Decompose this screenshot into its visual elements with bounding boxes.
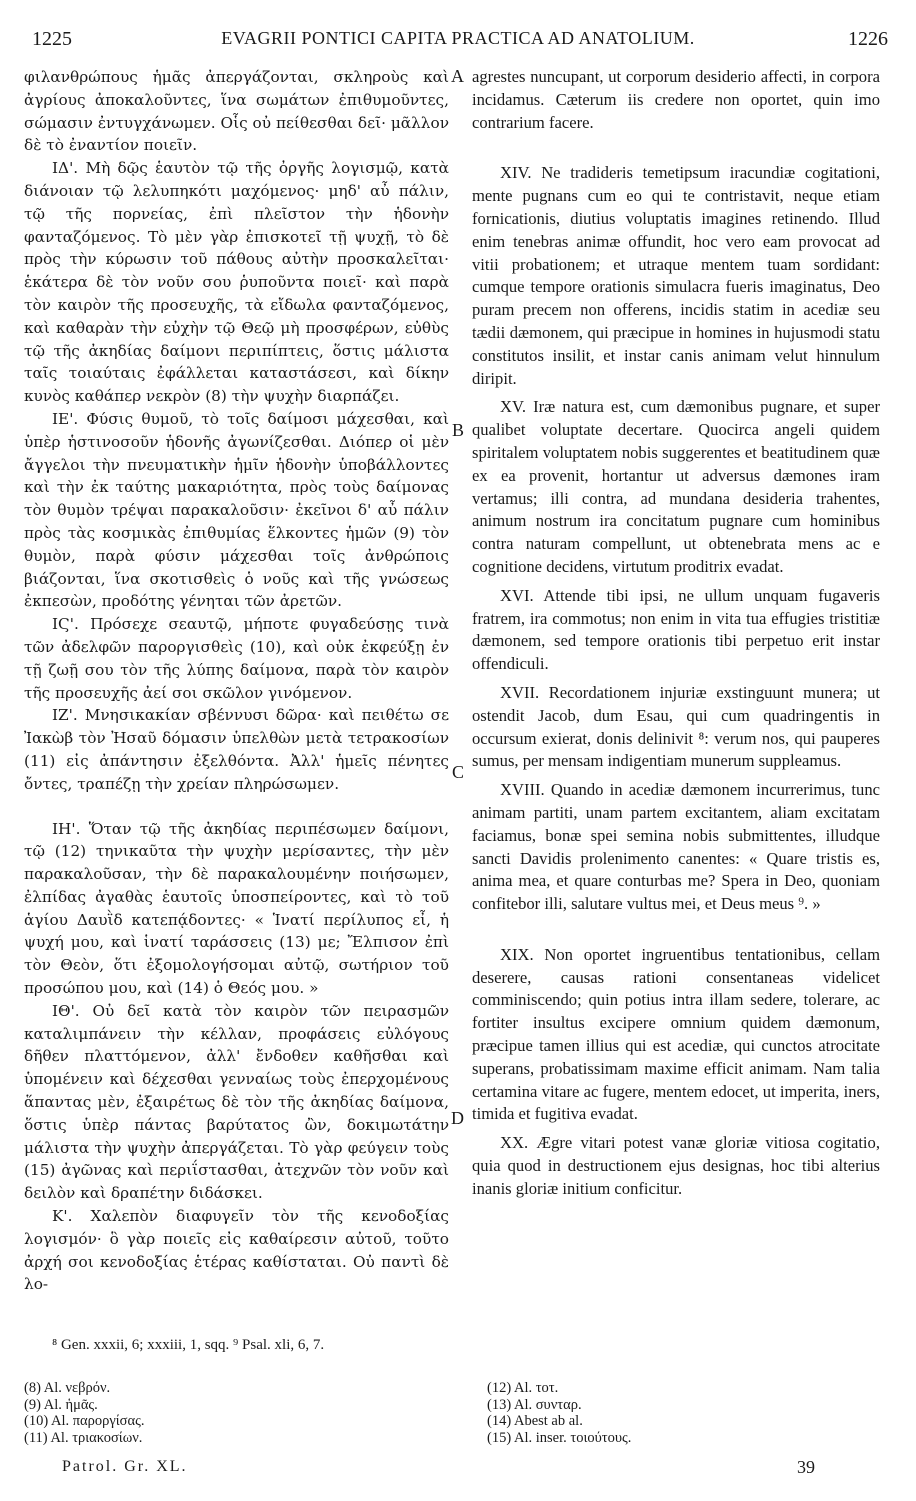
latin-chapter-16: XVI. Attende tibi ipsi, ne ullum unquam fugaveris fratrem, ira commotus; non enim in vita tua effugies tristitiæ dæmonem, sed tempore orationis tibi perpetuo erit instar offendiculi. bbox=[472, 585, 880, 674]
margin-letter-b: B bbox=[452, 420, 465, 440]
note: (13) Al. συνταρ. bbox=[487, 1396, 582, 1413]
latin-chapter-19: XIX. Non oportet ingruentibus tentationibus, cellam deserere, causas rationi consentaneas videlicet comminiscendo; quin potius intra illam sedere, tolerare, ac fortiter insultus excipere omnium quidem dæmonum, præcipue tamen illius qui est acediæ, qui cunctos atrocitate superans, probatissimam maxime efficit animam. Nam talia certamina vitare ac fugere, mentem edocet, ut imperita, iners, timida et fugitiva evadat. bbox=[472, 944, 880, 1124]
note: (14) Abest ab al. bbox=[487, 1413, 583, 1429]
margin-letter-d: D bbox=[451, 1108, 464, 1128]
greek-chapter-15: ΙΕ'. Φύσις θυμοῦ, τὸ τοῖς δαίμοσι μάχεσθαι, καὶ ὑπὲρ ἡστινοσοῦν ἡδονῆς ἀγωνίζεσθαι. Διόπερ οἱ μὲν ἄγγελοι τὴν πνευματικὴν ἡμῖν ἡδονὴν ὑποβάλλοντες καὶ τὴν ἐκ ταύτης μακαριότητα, πρὸς τοὺς δαίμονας τὸν θυμὸν τρέψαι παρακαλοῦσιν· ἐκεῖνοι δ' αὖ πάλιν πρὸς τὰς κοσμικὰς ἐπιθυμίας ἕλκοντες ἡμῶν (9) τὸν θυμὸν, παρὰ φύσιν μάχεσθαι τοῖς ἀνθρώποις βιάζονται, ἵνα σκοτισθεὶς ὁ νοῦς καὶ τῆς γνώσεως ἐκπεσὼν, προδότης γένηται τῶν ἀρετῶν. bbox=[24, 409, 449, 611]
scripture-references: ⁸ Gen. xxxii, 6; xxxiii, 1, sqq. ⁹ Psal. xli, 6, 7. bbox=[52, 1337, 325, 1353]
greek-chapter-14: ΙΔ'. Μὴ δῷς ἑαυτὸν τῷ τῆς ὀργῆς λογισμῷ, κατὰ διάνοιαν τῷ λελυπηκότι μαχόμενος· μηδ' αὖ πάλιν, τῷ τῆς πορνείας, ἐπὶ πλεῖστον τὴν ἡδονὴν φανταζόμενος. Τὸ μὲν γὰρ ἐπισκοτεῖ τῇ ψυχῇ, τὸ δὲ πρὸς τὴν κύρωσιν τοῦ πάθους αὐτὴν προσκαλεῖται· ἑκάτερα δὲ τὸν νοῦν σου ῥυποῦντα ποιεῖ· καὶ παρὰ τὸν καιρὸν τῆς προσευχῆς, τὰ εἴδωλα φανταζόμενος, καὶ καθαρὰν τὴν εὐχὴν τῷ Θεῷ μὴ προσφέρων, εὐθὺς τῷ τῆς ἀκηδίας δαίμονι περιπίπτεις, ὅστις μάλιστα ταῖς τοιαύταις ἐφάλλεται καταστάσεσι, καὶ δίκην κυνὸς καθάπερ νεκρὸν (8) τὴν ψυχὴν διαρπάζει. bbox=[24, 159, 449, 406]
greek-column bbox=[24, 66, 449, 1296]
note: (15) Al. inser. τοιούτους. bbox=[487, 1429, 632, 1446]
running-title: EVAGRII PONTICI CAPITA PRACTICA AD ANATOLIUM. bbox=[221, 28, 695, 48]
note: (11) Al. τριακοσίων. bbox=[24, 1429, 143, 1446]
latin-chapter-14: XIV. Ne tradideris temetipsum iracundiæ cogitationi, mente pugnans cum eo qui te contristavit, neque etiam fornicationis, diutius voluptatis imagines retinendo. Illud enim tenebras animæ offundit, hoc vero eam provocat ad vitii probationem; et utraque mentem tuam sordidant: cumque tempore orationis simulacra fueris imaginatus, Deo puram precem non offerens, incidis statim in acediæ seu tædii dæmonem, qui præcipue in homines in hujusmodi statu constitutos insilit, et instar canis animam velut hinnulum diripit. bbox=[472, 163, 880, 388]
running-header bbox=[18, 28, 898, 54]
greek-chapter-18: ΙΗ'. Ὅταν τῷ τῆς ἀκηδίας περιπέσωμεν δαίμονι, τῷ (12) τηνικαῦτα τὴν ψυχὴν μερίσαντες, τὴν μὲν παρακαλοῦσαν, τὴν δὲ παρακαλουμένην ποιήσωμεν, ἐλπίδας ἀγαθὰς ἑαυτοῖς ὑποσπείροντες, καὶ τὸ τοῦ ἁγίου Δαυῒδ κατεπᾴδοντες· « Ἱνατί περίλυπος εἶ, ἡ ψυχή μου, καὶ ἱνατί ταράσσεις (13) με; Ἔλπισον ἐπὶ τὸν Θεὸν, ὅτι ἐξομολογήσομαι αὐτῷ, σωτήριον τοῦ προσώπου μου, καὶ (14) ὁ Θεός μου. » bbox=[24, 819, 449, 998]
greek-chapter-17: ΙΖ'. Μνησικακίαν σβέννυσι δῶρα· καὶ πειθέτω σε Ἰακὼβ τὸν Ἠσαῦ δόμασιν ὑπελθὼν μετὰ τετρακοσίων (11) εἰς ἀπάντησιν ἐξελθόντα. Ἀλλ' ἡμεῖς πένητες ὄντες, τραπέζῃ τὴν χρείαν πληρώσωμεν. bbox=[24, 706, 449, 793]
greek-chapter-20: Κ'. Χαλεπὸν διαφυγεῖν τὸν τῆς κενοδοξίας λογισμόν· ὃ γὰρ ποιεῖς εἰς καθαίρεσιν αὐτοῦ, τοῦτο ἀρχή σοι κενοδοξίας ἑτέρας καθίσταται. Οὐ παντὶ δὲ λο- bbox=[24, 1207, 449, 1294]
left-page-number: 1225 bbox=[32, 28, 72, 50]
latin-chapter-17: XVII. Recordationem injuriæ exstinguunt munera; ut ostendit Jacob, dum Esau, qui cum quadringentis in occursum exierat, donis delinivit ⁸: verum nos, qui pauperes sumus, per mensam indigentiam munerum suppleamus. bbox=[472, 682, 880, 771]
margin-letter-c: C bbox=[452, 762, 465, 782]
variant-notes-left bbox=[24, 1380, 144, 1446]
greek-chapter-16: ΙϚ'. Πρόσεχε σεαυτῷ, μήποτε φυγαδεύσῃς τινὰ τῶν ἀδελφῶν παροργισθεὶς (10), καὶ οὐκ ἐκφεύξῃ ἐν τῇ ζωῇ σου τὸν τῆς λύπης δαίμονα, παρὰ τὸν καιρὸν τῆς προσευχῆς ἀεί σοι σκῶλον γινόμενον. bbox=[24, 615, 449, 702]
margin-letter-a: A bbox=[451, 66, 464, 86]
series-signature: Patrol. Gr. XL. bbox=[62, 1458, 188, 1475]
right-page-number: 1226 bbox=[848, 28, 888, 50]
latin-paragraph-continued: agrestes nuncupant, ut corporum desiderio affecti, in corpora incidamus. Cæterum iis credere non oportet, quin imo contrarium facere. bbox=[472, 67, 880, 132]
variant-notes-right bbox=[487, 1380, 631, 1446]
gathering-signature: 39 bbox=[797, 1457, 815, 1477]
greek-chapter-19: ΙΘ'. Οὐ δεῖ κατὰ τὸν καιρὸν τῶν πειρασμῶν καταλιμπάνειν τὴν κέλλαν, προφάσεις εὐλόγους δῆθεν πλαττόμενον, ἀλλ' ἔνδοθεν καθῆσθαι καὶ ὑπομένειν καὶ δέχεσθαι γενναίως τοὺς ἐπερχομένους ἅπαντας μὲν, ἐξαιρέτως δὲ τὸν τῆς ἀκηδίας δαίμονα, ὅστις ὑπὲρ πάντας βαρύτατος ὢν, δοκιμωτάτην μάλιστα τὴν ψυχὴν ἀπεργάζεται. Τὸ γὰρ φεύγειν τοὺς (15) ἀγῶνας καὶ περιΐστασθαι, ἀτεχνῶν τὸν νοῦν καὶ δειλὸν καὶ δραπέτην διδάσκει. bbox=[24, 1001, 449, 1203]
note: (12) Al. τοτ. bbox=[487, 1380, 559, 1396]
note: (8) Al. νεβρόν. bbox=[24, 1380, 111, 1396]
latin-chapter-18: XVIII. Quando in acediæ dæmonem incurrerimus, tunc animam partiti, unam partem excitantem, aliam excitatam faciamus, bonæ spei semina nobis submittentes, illudque sancti Davidis prolenimento canentes: « Quare tristis es, anima mea, et quare conturbas me? Spera in Deo, quoniam confitebor illi, salutare vultus mei, et Deus meus ⁹. » bbox=[472, 780, 880, 914]
latin-chapter-20: XX. Ægre vitari potest vanæ gloriæ vitiosa cogitatio, quia quod in destructionem ejus designas, hoc tibi alterius inanis gloriæ initium conficitur. bbox=[472, 1133, 880, 1198]
latin-column bbox=[472, 66, 880, 1207]
greek-paragraph-continued: φιλανθρώπους ἡμᾶς ἀπεργάζονται, σκληροὺς καὶ ἀγρίους ἀποκαλοῦντες, ἵνα σωμάτων ἐπιθυμοῦντες, σώμασιν ἐντυγχάνωμεν. Οἷς οὐ πείθεσθαι δεῖ· μᾶλλον δὲ τὸ ἐναντίον ποιεῖν. bbox=[24, 68, 449, 155]
note: (10) Al. παροργίσας. bbox=[24, 1413, 145, 1429]
latin-chapter-15: XV. Iræ natura est, cum dæmonibus pugnare, et super qualibet voluptate decertare. Quocirca angeli quidem spiritalem voluptatem nobis suggerentes et beatitudinem quæ ex ea provenit, hortantur ut adversus dæmones iram vertamus; illi contra, ad mundana desideria trahentes, animum nostrum ira concitatum pugnare cum hominibus contra naturam compellunt, ut obtenebrata mens ac e cognitione decidens, virtutum proditrix evadat. bbox=[472, 397, 880, 576]
note: (9) Al. ἡμᾶς. bbox=[24, 1396, 98, 1413]
